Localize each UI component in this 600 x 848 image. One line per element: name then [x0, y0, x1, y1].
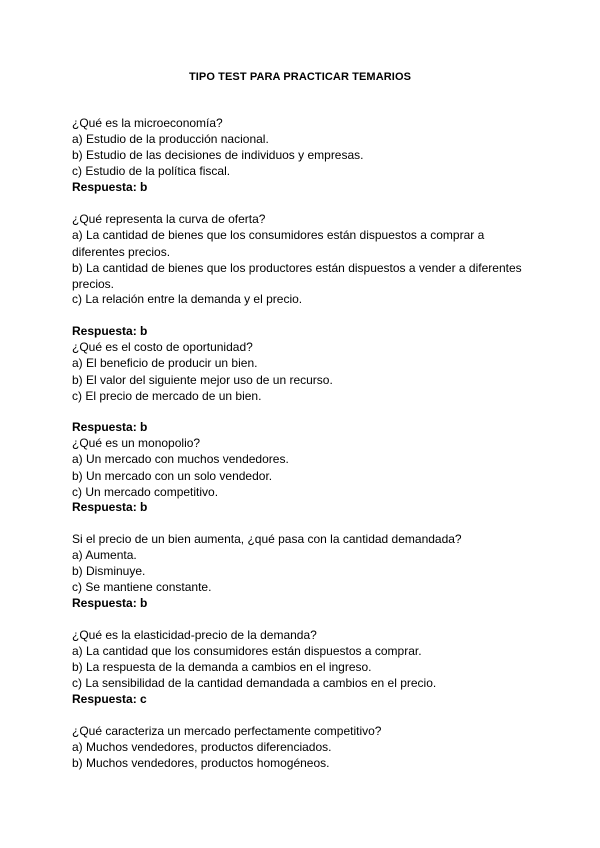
answer-text: Respuesta: b [72, 180, 148, 194]
option-c: c) Un mercado competitivo. [72, 485, 219, 499]
option-a: a) Un mercado con muchos vendedores. [72, 452, 289, 466]
option-c: c) La sensibilidad de la cantidad demandada a cambios en el precio. [72, 676, 437, 690]
answer-text: Respuesta: b [72, 596, 148, 610]
option-c: c) El precio de mercado de un bien. [72, 389, 262, 403]
option-a: a) La cantidad de bienes que los consumidores están dispuestos a comprar a [72, 228, 485, 242]
question-text: ¿Qué es la microeconomía? [72, 116, 223, 130]
option-b: b) Un mercado con un solo vendedor. [72, 469, 273, 483]
option-a-continued: diferentes precios. [72, 245, 171, 259]
option-b-continued: precios. [72, 277, 115, 291]
question-text: Si el precio de un bien aumenta, ¿qué pasa con la cantidad demandada? [72, 532, 462, 546]
option-b: b) Estudio de las decisiones de individuos y empresas. [72, 148, 364, 162]
option-b: b) La cantidad de bienes que los productores están dispuestos a vender a diferentes [72, 261, 522, 275]
option-a: a) Muchos vendedores, productos diferenciados. [72, 740, 332, 754]
question-text: ¿Qué representa la curva de oferta? [72, 212, 266, 226]
option-c: c) Estudio de la política fiscal. [72, 164, 231, 178]
answer-text: Respuesta: b [72, 500, 148, 514]
option-b: b) Disminuye. [72, 564, 146, 578]
page-title: TIPO TEST PARA PRACTICAR TEMARIOS [188, 71, 412, 83]
option-b: b) La respuesta de la demanda a cambios en el ingreso. [72, 660, 372, 674]
question-text: ¿Qué es el costo de oportunidad? [72, 340, 253, 354]
option-a: a) Aumenta. [72, 548, 137, 562]
option-c: c) La relación entre la demanda y el precio. [72, 292, 303, 306]
question-text: ¿Qué caracteriza un mercado perfectamente competitivo? [72, 724, 382, 738]
option-a: a) El beneficio de producir un bien. [72, 356, 258, 370]
option-c: c) Se mantiene constante. [72, 580, 212, 594]
option-b: b) El valor del siguiente mejor uso de un recurso. [72, 373, 333, 387]
question-text: ¿Qué es la elasticidad-precio de la demanda? [72, 628, 317, 642]
answer-text: Respuesta: b [72, 324, 148, 338]
option-a: a) La cantidad que los consumidores están dispuestos a comprar. [72, 644, 422, 658]
answer-text: Respuesta: c [72, 692, 147, 706]
answer-text: Respuesta: b [72, 420, 148, 434]
question-text: ¿Qué es un monopolio? [72, 436, 201, 450]
option-a: a) Estudio de la producción nacional. [72, 132, 269, 146]
option-b: b) Muchos vendedores, productos homogéneos. [72, 756, 330, 770]
